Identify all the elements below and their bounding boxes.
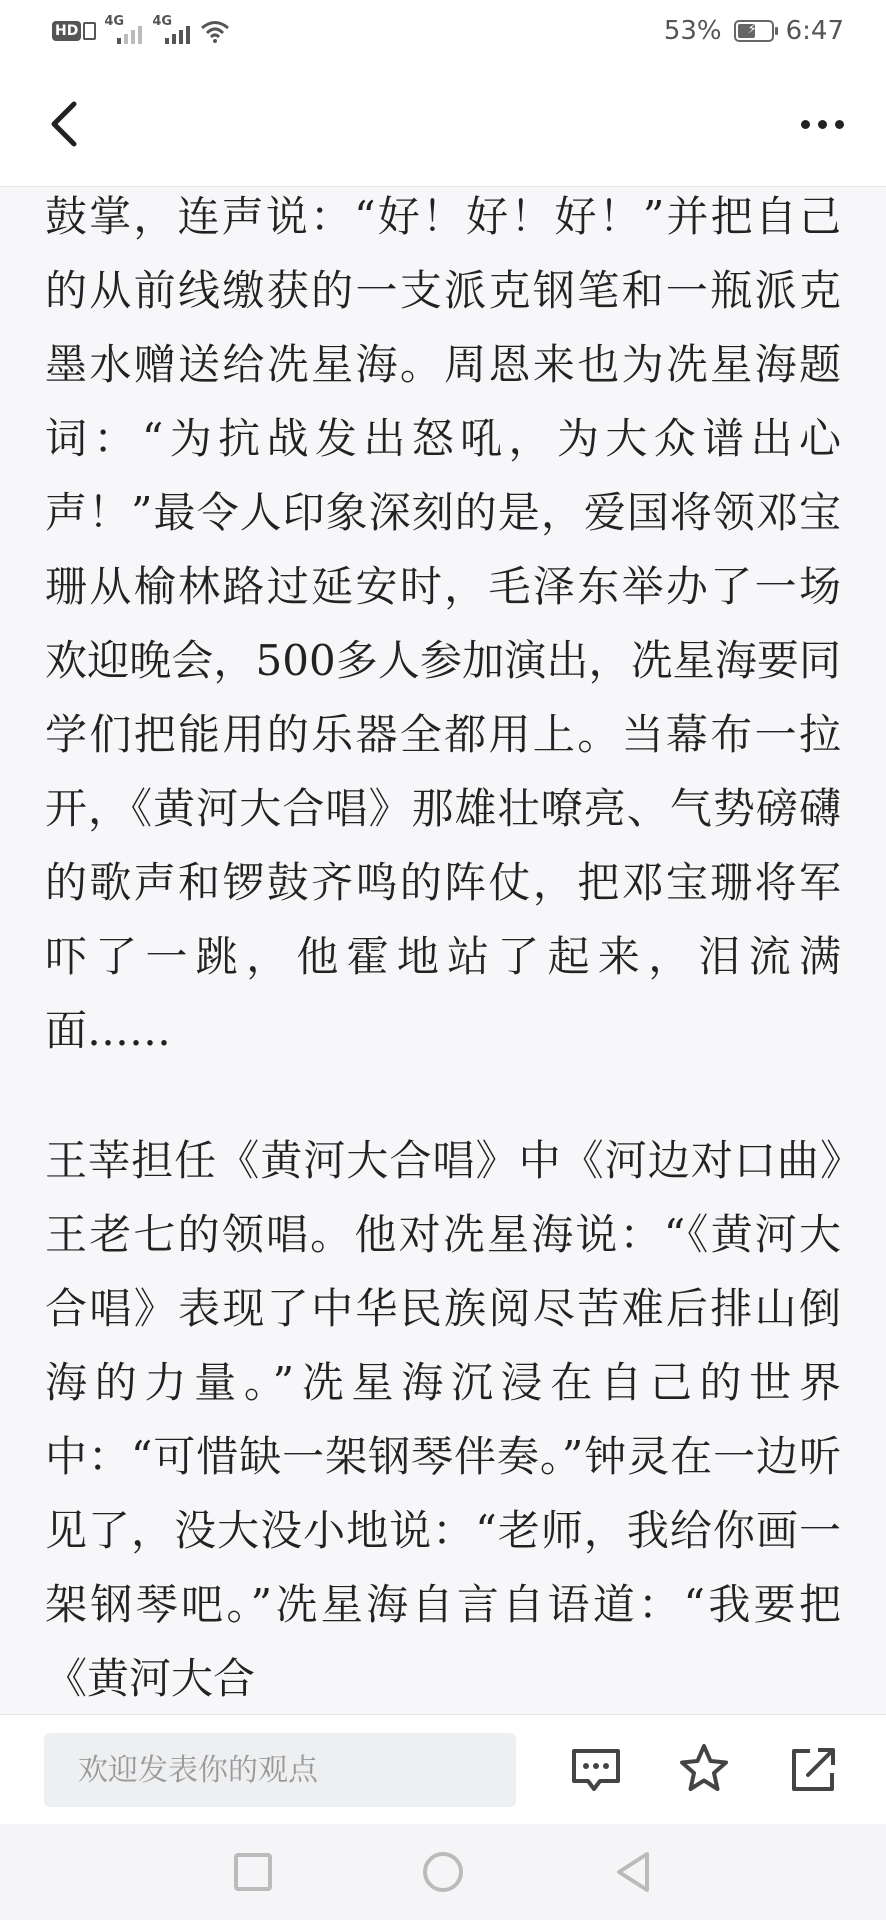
bottom-action-bar — [0, 1714, 886, 1825]
signal-icon — [104, 16, 144, 46]
network-type-label: 4G — [104, 14, 125, 29]
hd-icon — [52, 21, 96, 41]
back-icon — [609, 1848, 657, 1896]
signal-icon — [152, 16, 192, 46]
recent-apps-icon — [229, 1848, 277, 1896]
status-icons-right — [664, 14, 844, 48]
battery-icon: ⚡ — [734, 20, 774, 42]
home-icon — [419, 1848, 467, 1896]
system-back-button[interactable] — [609, 1848, 657, 1896]
clock: 6:47 — [785, 16, 844, 46]
home-button[interactable] — [419, 1848, 467, 1896]
article-content — [0, 186, 886, 1714]
network-type-label: 4G — [152, 14, 173, 29]
article-paragraph: 鼓掌，连声说：“好！好！好！”并把自己的从前线缴获的一支派克钢笔和一瓶派克墨水赠送给冼星海。周恩来也为冼星海题词：“为抗战发出怒吼，为大众谱出心声！”最令人印象深刻的是，爱国将领邓宝珊从榆林路过延安时，毛泽东举办了一场欢迎晚会，500多人参加演出，冼星海要同学们把能用的乐器全都用上。当幕布一拉开，《黄河大合唱》那雄壮嘹亮、气势磅礴的歌声和锣鼓齐鸣的阵仗，把邓宝珊将军吓了一跳，他霍地站了起来，泪流满面…… — [45, 192, 841, 1055]
comment-icon — [566, 1739, 626, 1799]
status-bar — [0, 0, 886, 62]
share-button[interactable] — [782, 1739, 842, 1799]
chevron-left-icon — [40, 94, 100, 154]
battery-percent: 53% — [663, 16, 722, 46]
status-icons-left — [52, 14, 230, 48]
hd-label: HD — [52, 21, 81, 41]
back-button[interactable] — [40, 94, 100, 154]
recent-apps-button[interactable] — [229, 1848, 277, 1896]
more-horizontal-icon — [801, 120, 810, 129]
more-options-button[interactable] — [790, 102, 854, 146]
top-navigation-bar — [0, 62, 886, 187]
share-icon — [782, 1739, 842, 1799]
wifi-icon — [200, 19, 230, 43]
comment-button[interactable] — [566, 1739, 626, 1799]
comment-input[interactable] — [44, 1733, 516, 1807]
star-icon — [674, 1739, 734, 1799]
system-navigation-bar — [0, 1824, 886, 1920]
article-paragraph: 王莘担任《黄河大合唱》中《河边对口曲》王老七的领唱。他对冼星海说：“《黄河大合唱》表现了中华民族阅尽苦难后排山倒海的力量。”冼星海沉浸在自己的世界中：“可惜缺一架钢琴伴奏。”钟灵在一边听见了，没大没小地说：“老师，我给你画一架钢琴吧。”冼星海自言自语道：“我要把《黄河大合 — [45, 1136, 841, 1703]
favorite-button[interactable] — [674, 1739, 734, 1799]
